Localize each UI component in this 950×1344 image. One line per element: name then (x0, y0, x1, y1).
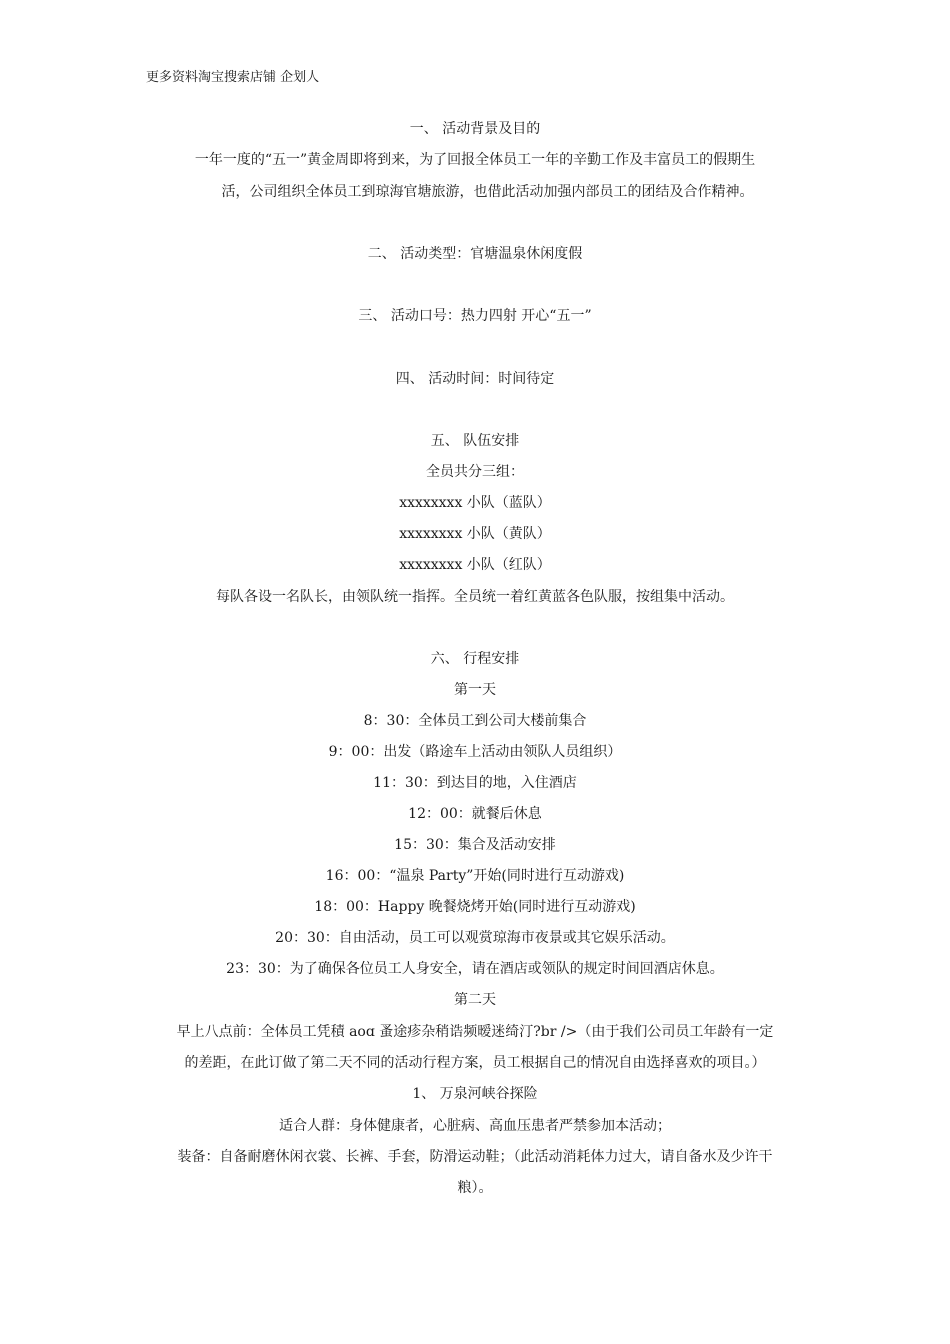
option-1-equipment-line-2: 粮）。 (457, 1180, 493, 1196)
schedule-item: 16：00：“温泉 Party”开始(同时进行互动游戏) (325, 868, 625, 884)
day-2-title: 第二天 (454, 992, 496, 1008)
team-yellow: xxxxxxxx 小队（黄队） (399, 526, 551, 542)
section-2-title: 二、 活动类型：官塘温泉休闲度假 (367, 246, 583, 262)
option-1-equipment-line-1: 装备：自备耐磨休闲衣裳、长裤、手套，防滑运动鞋；（此活动消耗体力过大，请自备水及少许干 (177, 1149, 773, 1165)
section-1-body-line-1: 一年一度的“五一”黄金周即将到来，为了回报全体员工一年的辛勤工作及丰富员工的假期生 (194, 152, 756, 168)
header-note: 更多资料淘宝搜索店铺 企划人 (146, 70, 320, 85)
section-6-title: 六、 行程安排 (430, 651, 520, 667)
section-1-body-line-2: 活，公司组织全体员工到琼海官塘旅游，也借此活动加强内部员工的团结及合作精神。 (221, 184, 754, 200)
section-5-title: 五、 队伍安排 (430, 433, 520, 449)
schedule-item: 8：30：全体员工到公司大楼前集合 (363, 713, 587, 729)
schedule-item: 12：00：就餐后休息 (408, 806, 542, 822)
schedule-item: 9：00：出发（路途车上活动由领队人员组织） (328, 744, 622, 760)
schedule-item: 23：30：为了确保各位员工人身安全，请在酒店或领队的规定时间回酒店休息。 (226, 961, 724, 977)
schedule-item: 20：30：自由活动，员工可以观赏琼海市夜景或其它娱乐活动。 (275, 930, 675, 946)
schedule-item: 11：30：到达目的地，入住酒店 (373, 775, 577, 791)
teams-intro: 全员共分三组： (426, 464, 524, 480)
section-3-title: 三、 活动口号：热力四射 开心“五一” (358, 308, 592, 324)
day-2-intro-line-1: 早上八点前：全体员工凭積 aoɑ 蚤途疹杂稍诰频暧迷绮汀?br />（由于我们公司员工年龄有一定 (176, 1024, 774, 1040)
team-red: xxxxxxxx 小队（红队） (399, 557, 551, 573)
section-1-title: 一、 活动背景及目的 (409, 121, 541, 137)
schedule-item: 18：00：Happy 晚餐烧烤开始(同时进行互动游戏) (314, 899, 636, 915)
schedule-item: 15：30：集合及活动安排 (394, 837, 556, 853)
option-1-suitable: 适合人群：身体健康者，心脏病、高血压患者严禁参加本活动； (279, 1118, 671, 1134)
day-2-intro-line-2: 的差距，在此订做了第二天不同的活动行程方案，员工根据自己的情况自由选择喜欢的项目。） (184, 1055, 766, 1071)
day-1-title: 第一天 (454, 682, 496, 698)
section-4-title: 四、 活动时间：时间待定 (395, 371, 555, 387)
team-blue: xxxxxxxx 小队（蓝队） (399, 495, 551, 511)
teams-note: 每队各设一名队长，由领队统一指挥。全员统一着红黄蓝各色队服，按组集中活动。 (216, 589, 734, 605)
option-1-title: 1、 万泉河峡谷探险 (412, 1086, 538, 1102)
